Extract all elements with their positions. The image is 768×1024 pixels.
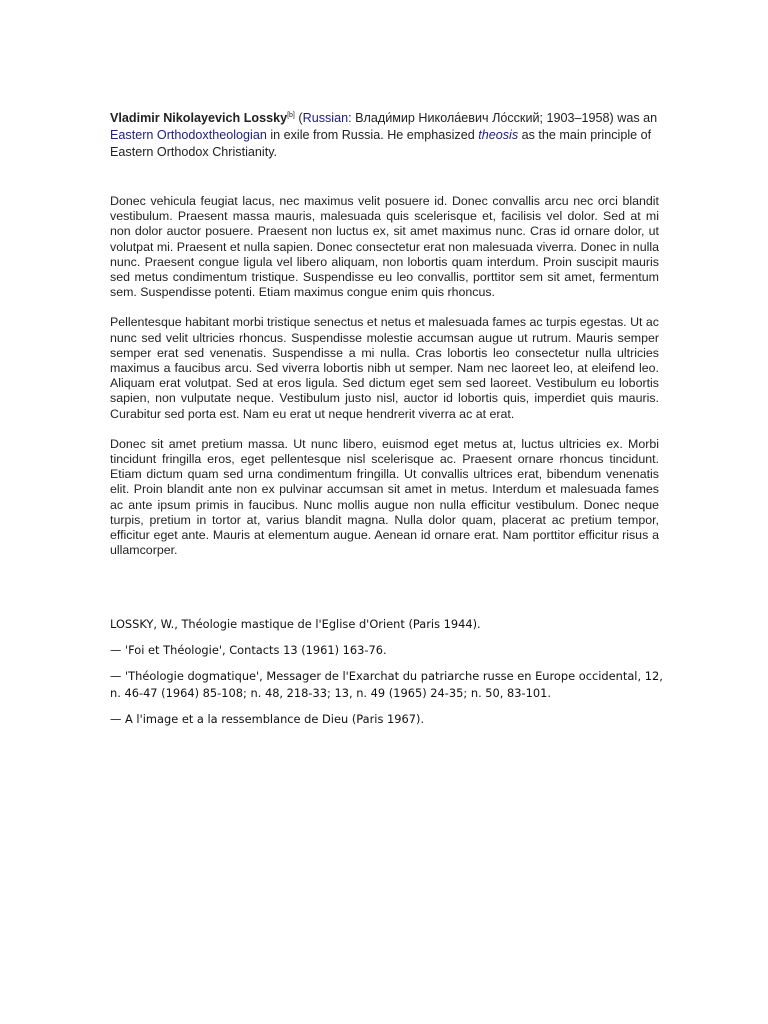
subject-name: Vladimir Nikolayevich Lossky (110, 111, 288, 125)
footnote-marker[interactable]: [b] (287, 111, 295, 119)
body-text (110, 194, 659, 573)
intro-text-3: as the main principle of Eastern Orthodox Christianity. (110, 128, 652, 159)
intro-text-2: in exile from Russia. He emphasized (266, 128, 479, 142)
russian-language-link[interactable]: Russian (302, 111, 349, 125)
reference-item-4: — A l'image et a la ressemblance de Dieu (Paris 1967). (110, 712, 425, 726)
intro-text-1: was an (613, 111, 658, 125)
intro-paragraph (110, 110, 670, 161)
reference-item-3: — 'Théologie dogmatique', Messager de l'Exarchat du patriarche russe en Europe occidental, 12, n. 46-47 (1964) 85-108; n. 48, 218-33; 13, n. 49 (1965) 24-35; n. 50, 83-101. (110, 669, 663, 700)
body-paragraph-2: Pellentesque habitant morbi tristique senectus et netus et malesuada fames ac turpis egestas. Ut ac nunc sed velit ultricies rhoncus. Suspendisse molestie accumsan augue ut rutrum. Mauris semper semper erat sed venenatis. Suspendisse a mi nulla. Cras lobortis leo consectetur nulla ultricies maximus a faucibus arcu. Sed viverra lobortis nibh ut semper. Nam nec laoreet leo, at eleifend leo. Aliquam erat volutpat. Sed at eros ligula. Sed dictum eget sem sed laoreet. Vestibulum eu lobortis sapien, non vulputate neque. Vestibulum justo nisl, auctor id lobortis quis, imperdiet quis mauris. Curabitur sed porta est. Nam eu erat ut neque hendrerit viverra ac at erat. (110, 315, 659, 421)
reference-item-2: — 'Foi et Théologie', Contacts 13 (1961) 163-76. (110, 643, 387, 657)
theosis-term: theosis (478, 128, 519, 142)
body-paragraph-1: Donec vehicula feugiat lacus, nec maximus velit posuere id. Donec convallis arcu nec orci blandit vestibulum. Praesent massa mauris, malesuada quis scelerisque et, facilisis vel dolor. Sed at mi non dolor auctor posuere. Praesent non luctus ex, sit amet maximus nunc. Cras id ornare dolor, ut volutpat mi. Praesent et nulla sapien. Donec consectetur erat non malesuada viverra. Donec in nulla nunc. Praesent congue ligula vel libero aliquam, non lobortis quam interdum. Proin suscipit mauris sed metus condimentum tristique. Suspendisse eu leo convallis, porttitor sem sit amet, fermentum sem. Suspendisse potenti. Etiam maximus congue enim quis rhoncus. (110, 194, 659, 300)
eastern-orthodox-theologian-link[interactable]: Eastern Orthodoxtheologian (110, 128, 267, 142)
body-paragraph-3: Donec sit amet pretium massa. Ut nunc libero, euismod eget metus at, luctus ultricies ex. Morbi tincidunt fringilla eros, eget pellentesque nisl scelerisque ac. Praesent ornare rhoncus tincidunt. Etiam dictum quam sed urna condimentum fringilla. Ut convallis ultrices erat, bibendum venenatis elit. Proin blandit ante non ex pulvinar accumsan sit amet in metus. Interdum et malesuada fames ac ante ipsum primis in faucibus. Nunc mollis augue non nulla efficitur vestibulum. Donec neque turpis, pretium in tortor at, varius blandit magna. Nulla dolor quam, placerat ac pretium tempor, efficitur eget ante. Mauris at elementum augue. Aenean id ornare erat. Nam porttitor efficitur risus a ullamcorper. (110, 436, 659, 558)
reference-item-1: LOSSKY, W., Théologie mastique de l'Eglise d'Orient (Paris 1944). (110, 617, 481, 631)
russian-name: : Влади́мир Никола́евич Ло́сский; 1903–1958) (348, 111, 614, 125)
references-list (110, 616, 670, 737)
paren-open: ( (294, 111, 303, 125)
